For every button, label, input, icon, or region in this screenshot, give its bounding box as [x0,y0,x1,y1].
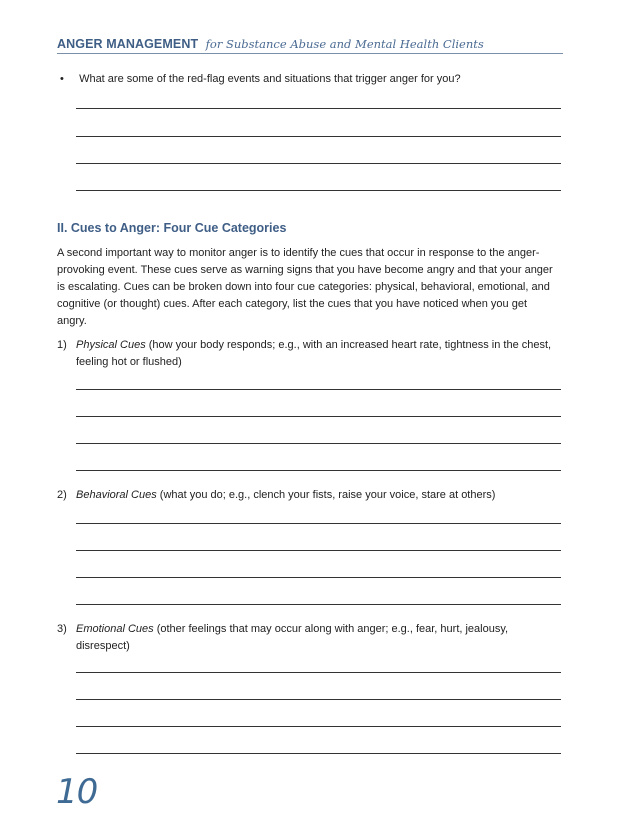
trigger-question [60,73,461,85]
cue-item-emotional [57,621,557,655]
answer-line[interactable] [76,163,561,164]
page-number: 10 [56,772,98,812]
answer-line[interactable] [76,389,561,390]
item-label: Physical Cues [76,339,146,351]
answer-line[interactable] [76,108,561,109]
answer-line[interactable] [76,753,561,754]
item-number: 1) [57,339,67,351]
item-text: (what you do; e.g., clench your fists, raise your voice, stare at others) [156,489,496,501]
answer-line[interactable] [76,443,561,444]
answer-line[interactable] [76,136,561,137]
answer-line[interactable] [76,523,561,524]
item-label: Emotional Cues [76,623,154,635]
item-text: (how your body responds; e.g., with an increased heart rate, tightness in the chest, feeling hot or flushed) [76,339,552,368]
header-rule [57,53,563,54]
cue-item-physical [57,337,557,371]
section-title: II. Cues to Anger: Four Cue Categories [57,221,287,235]
trigger-question-text: What are some of the red-flag events and situations that trigger anger for you? [79,73,461,85]
cue-item-behavioral [57,487,557,504]
section-paragraph: A second important way to monitor anger is to identify the cues that occur in response to the anger-provoking event. These cues serve as warning signs that you have become angry and that your anger is escalating. Cues can be broken down into four cue categories: physical, behavioral, emotional, and cognitive (or thought) cues. After each category, list the cues that you have noticed when you get angry. [57,247,553,327]
answer-line[interactable] [76,672,561,673]
item-label: Behavioral Cues [76,489,157,501]
answer-line[interactable] [76,416,561,417]
answer-line[interactable] [76,577,561,578]
answer-line[interactable] [76,470,561,471]
item-number: 2) [57,489,67,501]
item-number: 3) [57,623,67,635]
answer-line[interactable] [76,604,561,605]
answer-line[interactable] [76,190,561,191]
answer-line[interactable] [76,699,561,700]
item-text: (other feelings that may occur along with anger; e.g., fear, hurt, jealousy, disrespect) [76,623,509,652]
answer-line[interactable] [76,726,561,727]
header-title: ANGER MANAGEMENT [57,37,199,51]
header-subtitle: for Substance Abuse and Mental Health Clients [205,37,484,51]
running-header [57,37,484,51]
bullet-dot: • [60,73,64,85]
answer-line[interactable] [76,550,561,551]
